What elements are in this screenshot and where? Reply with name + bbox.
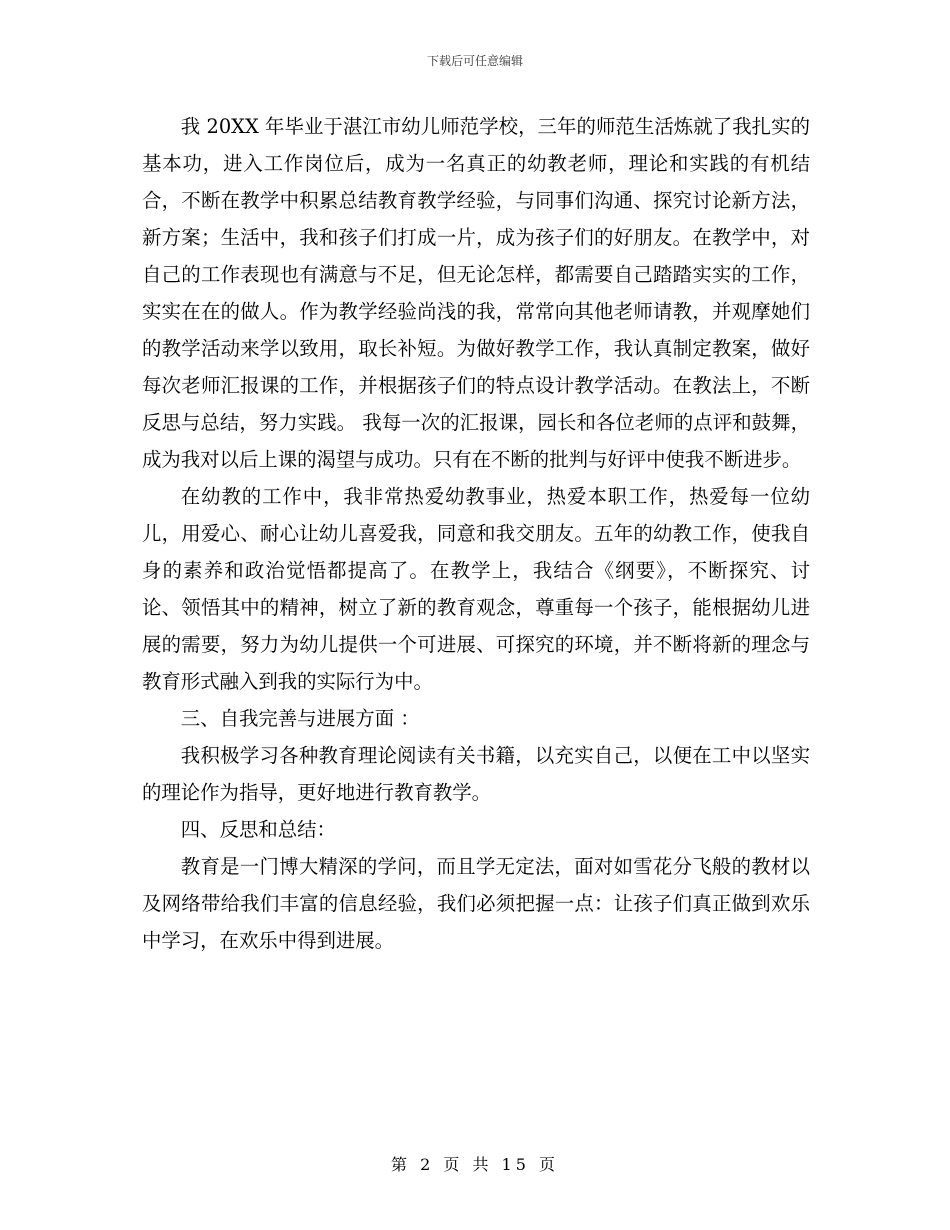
paragraph-teaching-passion: 在幼教的工作中，我非常热爱幼教事业，热爱本职工作，热爱每一位幼儿，用爱心、耐心让幼儿喜爱我，同意和我交朋友。五年的幼教工作，使我自身的素养和政治觉悟都提高了。在教学上，我结合《纲要》，不断探究、讨论、领悟其中的精神，树立了新的教育观念，尊重每一个孩子，能根据幼儿进展的需要，努力为幼儿提供一个可进展、可探究的环境，并不断将新的理念与教育形式融入到我的实际行为中。 [142, 485, 810, 693]
page-number: 第 2 页 共 15 页 [391, 1155, 559, 1174]
section-heading-reflection: 四、反思和总结： [180, 818, 336, 841]
section-heading-self-improvement: 三、自我完善与进展方面 ： [180, 707, 420, 730]
paragraph-work-experience: 我 20XX 年毕业于湛江市幼儿师范学校，三年的师范生活炼就了我扎实的基本功，进入工作岗位后，成为一名真正的幼教老师，理论和实践的有机结合，不断在教学中积累总结教育教学经验，与同事们沟通、探究讨论新方法，新方案；生活中，我和孩子们打成一片，成为孩子们的好朋友。在教学中，对自己的工作表现也有满意与不足，但无论怎样，都需要自己踏踏实实的工作，实实在在的做人。作为教学经验尚浅的我，常常向其他老师请教，并观摩她们的教学活动来学以致用，取长补短。为做好教学工作，我认真制定教案，做好每次老师汇报课的工作，并根据孩子们的特点设计教学活动。在教法上，不断反思与总结，努力实践。 我每一次的汇报课，园长和各位老师的点评和鼓舞， 成为我对以后上课的渴望与成功。只有在不断的批判与好评中使我不断进步。 [142, 115, 810, 471]
page-header: 下载后可任意编辑 [426, 54, 523, 68]
document-body [142, 108, 810, 959]
paragraph-reflection: 教育是一门博大精深的学问，而且学无定法，面对如雪花分飞般的教材以及网络带给我们丰富的信息经验，我们必须把握一点：让孩子们真正做到欢乐中学习，在欢乐中得到进展。 [142, 855, 810, 952]
paragraph-self-improvement: 我积极学习各种教育理论阅读有关书籍，以充实自己，以便在工中以坚实的理论作为指导，更好地进行教育教学。 [142, 744, 810, 804]
